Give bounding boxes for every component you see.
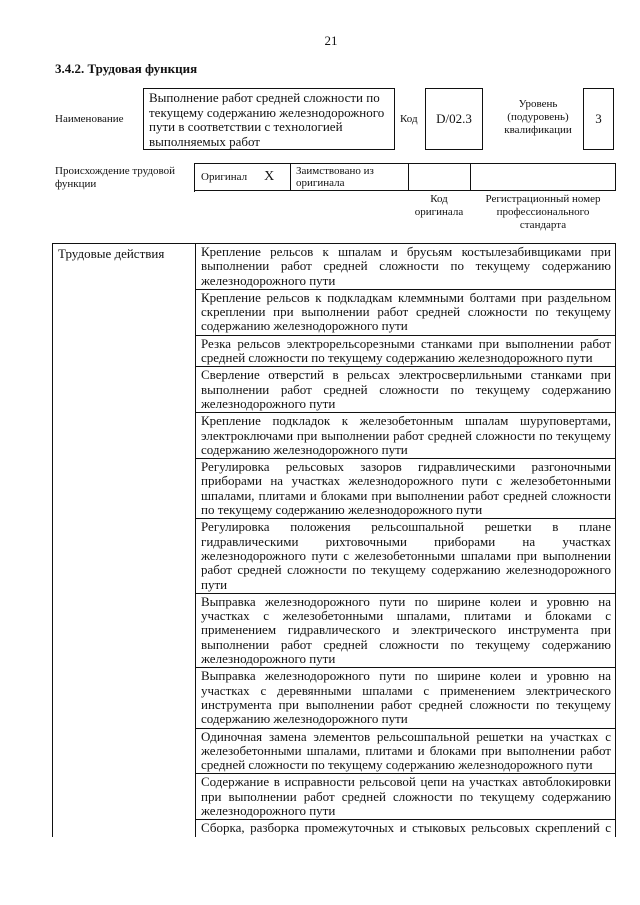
labor-actions-table bbox=[52, 243, 616, 837]
origin-original-label: Оригинал bbox=[201, 171, 248, 183]
code-label: Код bbox=[400, 113, 418, 125]
qualification-level-label: Уровень (подуровень) квалификации bbox=[504, 98, 572, 136]
labor-actions-label: Трудовые действия bbox=[53, 244, 196, 837]
labor-actions-grid bbox=[52, 243, 616, 837]
labor-action-item: Содержание в исправности рельсовой цепи на участках автоблокировки при выполнении работ средней сложности по текущему содержанию железнодорожного пути bbox=[196, 774, 616, 820]
labor-action-item: Сборка, разборка промежуточных и стыковых рельсовых скреплений с bbox=[196, 820, 616, 836]
name-label: Наименование bbox=[55, 113, 124, 125]
labor-action-item: Крепление рельсов к подкладкам клеммными болтами при раздельном скреплении при выполнении работ средней сложности по текущему содержанию железнодорожного пути bbox=[196, 290, 616, 336]
origin-reg-number-cell bbox=[471, 164, 616, 191]
origin-original-mark: X bbox=[264, 169, 275, 184]
origin-label: Происхождение трудовой функции bbox=[55, 165, 176, 190]
original-code-caption: Код оригинала bbox=[414, 193, 464, 218]
origin-borrowed-label: Заимствовано из оригинала bbox=[296, 165, 374, 189]
page-number: 21 bbox=[324, 33, 338, 48]
labor-action-item: Сверление отверстий в рельсах электросверлильными станками при выполнении работ средней сложности по текущему содержанию железнодорожного пути bbox=[196, 367, 616, 413]
section-heading: 3.4.2. Трудовая функция bbox=[55, 61, 198, 76]
origin-original-cell bbox=[195, 164, 291, 191]
function-code-box bbox=[425, 88, 483, 150]
function-name-box: Выполнение работ средней сложности по текущему содержанию железнодорожного пути в соответствии с технологией выполняемых работ bbox=[143, 88, 395, 150]
labor-action-item: Резка рельсов электрорельсорезными станками при выполнении работ средней сложности по текущему содержанию железнодорожного пути bbox=[196, 336, 616, 368]
labor-action-item: Выправка железнодорожного пути по ширине колеи и уровню на участках с железобетонными шпалами, плитами и блоками с применением гидравлического и электрического инструмента при выполнении работ средней сложности по текущему содержанию железнодорожного пути bbox=[196, 594, 616, 668]
origin-code-cell bbox=[409, 164, 471, 191]
labor-action-item: Крепление рельсов к шпалам и брусьям костылезабивщиками при выполнении работ средней сложности по текущему содержанию железнодорожного пути bbox=[196, 244, 616, 290]
qualification-level-box bbox=[583, 88, 614, 150]
labor-action-item: Крепление подкладок к железобетонным шпалам шуруповертами, электроключами при выполнении работ средней сложности по текущему содержанию железнодорожного пути bbox=[196, 413, 616, 459]
reg-number-caption: Регистрационный номер профессионального стандарта bbox=[485, 193, 601, 231]
origin-borrowed-cell bbox=[291, 164, 409, 191]
labor-action-item: Одиночная замена элементов рельсошпальной решетки на участках с железобетонными шпалами, плитами и блоками при выполнении работ средней сложности по текущему содержанию железнодорожного пути bbox=[196, 729, 616, 775]
labor-action-item: Регулировка рельсовых зазоров гидравлическими разгоночными приборами на участках железнодорожного пути с железобетонными шпалами, плитами и блоками при выполнении работ средней сложности по текущему содержанию железнодорожного пути bbox=[196, 459, 616, 519]
origin-table bbox=[194, 163, 616, 192]
qualification-level-value: 3 bbox=[595, 111, 602, 126]
labor-action-item: Выправка железнодорожного пути по ширине колеи и уровню на участках с деревянными шпалами с применением электрического инструмента при выполнении работ средней сложности по текущему содержанию железнодорожного пути bbox=[196, 668, 616, 728]
function-code-value: D/02.3 bbox=[436, 111, 472, 126]
labor-action-item: Регулировка положения рельсошпальной решетки в плане гидравлическими рихтовочными приборами на участках железнодорожного пути с железобетонными шпалами при выполнении работ средней сложности по текущему содержанию железнодорожного пути bbox=[196, 519, 616, 593]
